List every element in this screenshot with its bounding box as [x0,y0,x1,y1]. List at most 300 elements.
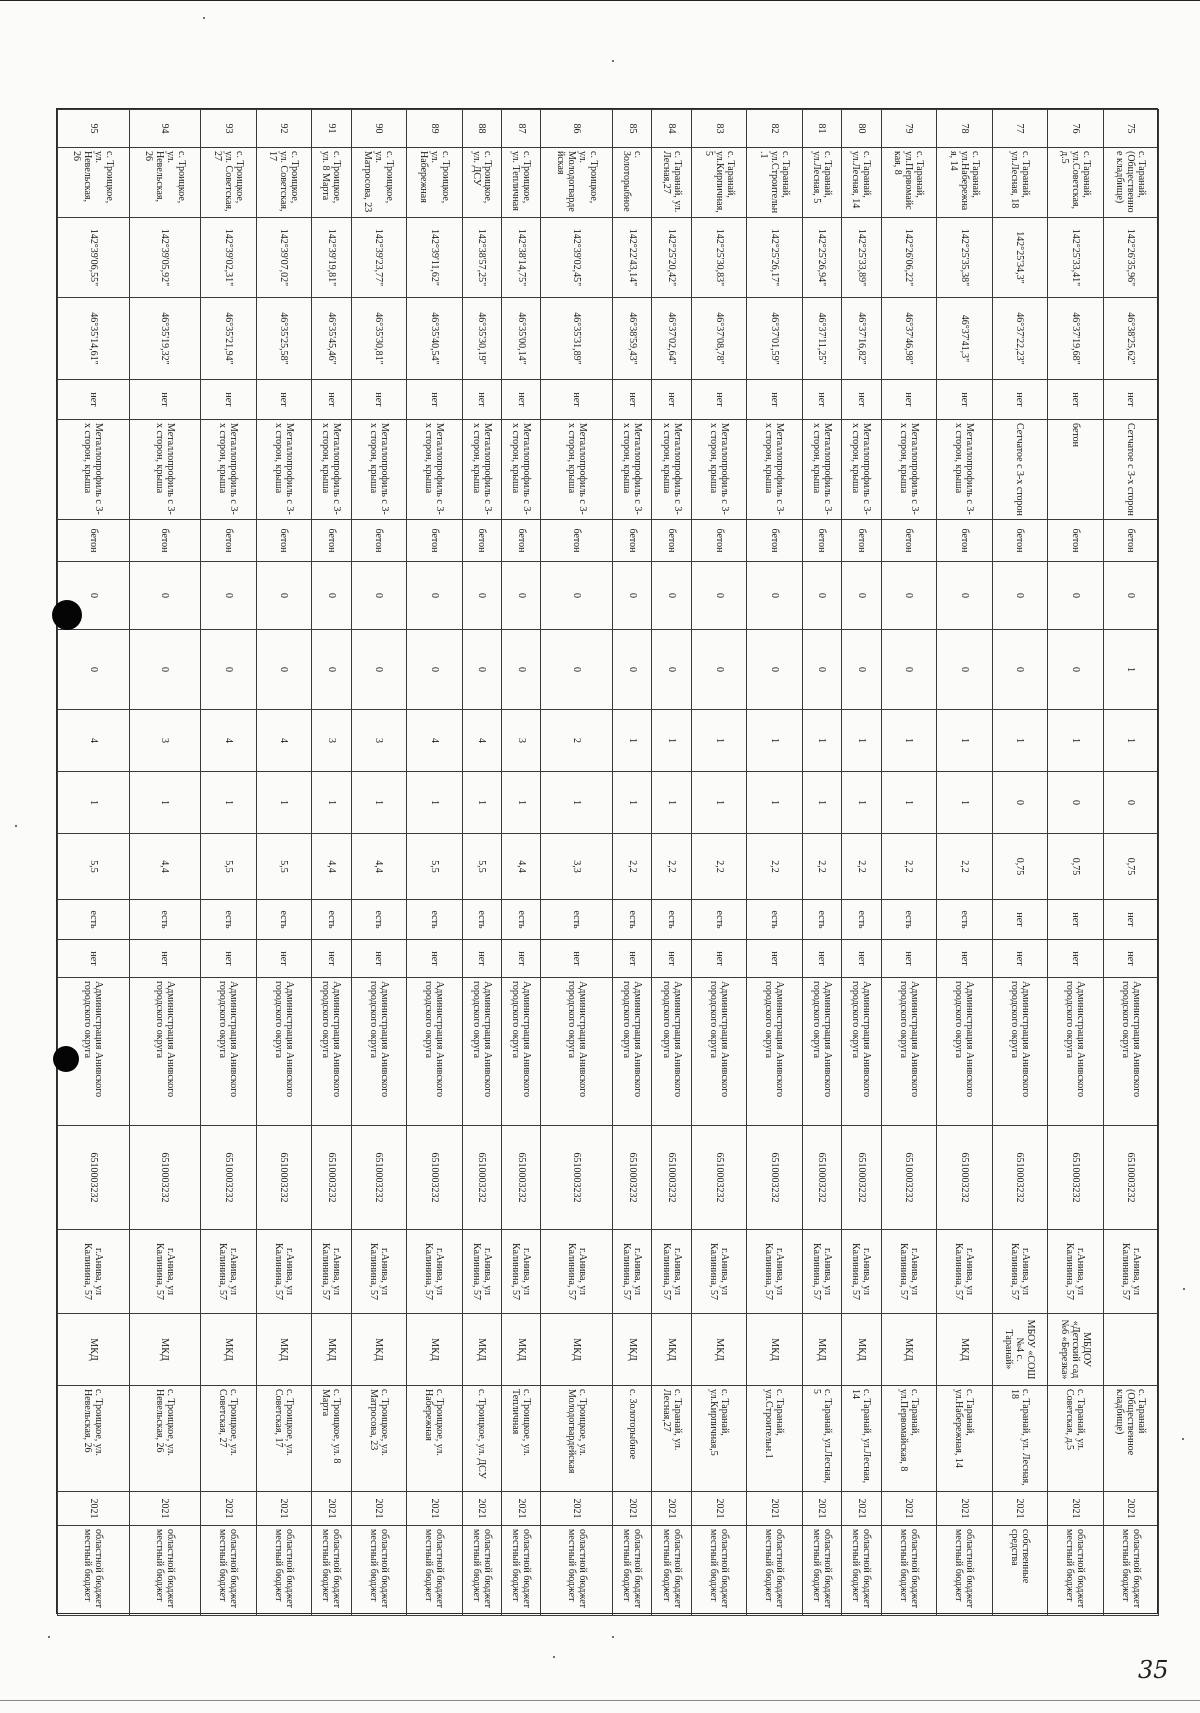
cell-roof-flag: нет [501,380,540,420]
cell-enclosure-type: Металлопрофиль с 3-х сторон, крыша [881,420,936,520]
cell-container-count-d: 0 [1103,772,1158,834]
cell-other-flag: нет [652,940,691,978]
cell-source-address: с. Таранай, ул.Кирпичная,5 [691,1386,746,1492]
cell-container-count-a: 0 [937,562,992,630]
cell-container-count-d: 1 [129,772,201,834]
cell-base-type: бетон [58,520,130,562]
cell-container-count-a: 0 [407,562,462,630]
cell-container-count-c: 1 [612,710,651,772]
cell-container-count-a: 0 [747,562,802,630]
cell-year: 2021 [256,1492,311,1526]
cell-longitude: 142°39'05,92" [129,218,201,298]
cell-roof-flag: нет [201,380,256,420]
cell-owner-id: 6510003232 [1103,1126,1158,1230]
cell-owner-id: 6510003232 [256,1126,311,1230]
table-row [992,110,1047,1616]
cell-financing: областной бюджет местный бюджет [937,1526,992,1616]
cell-year: 2021 [312,1492,351,1526]
cell-owner-name: Администрация Анивского городского округа [201,978,256,1126]
cell-container-count-a: 0 [462,562,501,630]
cell-owner-address: г.Анива, ул Калинина, 57 [351,1230,406,1314]
table-row [842,110,881,1616]
cell-owner-address: г.Анива, ул Калинина, 57 [407,1230,462,1314]
cell-financing: областной бюджет местный бюджет [312,1526,351,1616]
scan-edge-line [0,1700,1200,1701]
cell-container-count-a: 0 [612,562,651,630]
cell-enclosure-type: Металлопрофиль с 3-х сторон, крыша [612,420,651,520]
cell-roof-flag: нет [612,380,651,420]
cell-year: 2021 [937,1492,992,1526]
cell-other-flag: нет [802,940,841,978]
cell-container-count-b: 0 [691,630,746,710]
cell-latitude: 46°38'25,62" [1103,298,1158,380]
cell-year: 2021 [691,1492,746,1526]
cell-owner-name: Администрация Анивского городского округа [802,978,841,1126]
cell-location: с. Таранай, ул.Лесная, 5 [802,148,841,218]
table-row [256,110,311,1616]
cell-enclosure-type: Металлопрофиль с 3-х сторон, крыша [256,420,311,520]
cell-volume: 2,2 [747,834,802,900]
cell-longitude: 142°38'57,25" [462,218,501,298]
cell-year: 2021 [129,1492,201,1526]
cell-location: с. Троицкое, ул. Молодогвардейская [541,148,613,218]
cell-waste-source: МКД [58,1314,130,1386]
cell-owner-address: г.Анива, ул Калинина, 57 [256,1230,311,1314]
cell-container-count-b: 0 [802,630,841,710]
cell-separate-collection: есть [842,900,881,940]
cell-separate-collection: есть [612,900,651,940]
cell-container-count-d: 1 [691,772,746,834]
cell-latitude: 46°35'19,32" [129,298,201,380]
cell-volume: 4,4 [351,834,406,900]
cell-volume: 0,75 [1048,834,1103,900]
cell-other-flag: нет [58,940,130,978]
cell-volume: 5,5 [201,834,256,900]
cell-row-number: 83 [691,110,746,148]
cell-separate-collection: есть [501,900,540,940]
cell-enclosure-type: Металлопрофиль с 3-х сторон, крыша [937,420,992,520]
cell-location: с. Таранай, ул.Кирпичная,5 [691,148,746,218]
cell-source-address: с. Троицкое, ул. Советская, 27 [201,1386,256,1492]
cell-volume: 5,5 [407,834,462,900]
cell-year: 2021 [881,1492,936,1526]
cell-enclosure-type: Металлопрофиль с 3-х сторон, крыша [201,420,256,520]
cell-separate-collection: есть [351,900,406,940]
cell-container-count-a: 0 [201,562,256,630]
cell-container-count-a: 0 [256,562,311,630]
cell-financing: областной бюджет местный бюджет [201,1526,256,1616]
cell-container-count-d: 1 [802,772,841,834]
cell-container-count-d: 1 [351,772,406,834]
cell-base-type: бетон [541,520,613,562]
cell-volume: 3,3 [541,834,613,900]
cell-owner-id: 6510003232 [992,1126,1047,1230]
cell-latitude: 46°35'31,89" [541,298,613,380]
cell-location: с. Троицкое, ул. ДСУ [462,148,501,218]
cell-container-count-d: 1 [881,772,936,834]
cell-separate-collection: есть [652,900,691,940]
table-row [312,110,351,1616]
cell-container-count-c: 1 [691,710,746,772]
table-row [937,110,992,1616]
cell-volume: 2,2 [881,834,936,900]
cell-waste-source: МКД [129,1314,201,1386]
cell-location: с. Троицкое, ул. Советская, 27 [201,148,256,218]
cell-financing: областной бюджет местный бюджет [612,1526,651,1616]
cell-roof-flag: нет [541,380,613,420]
cell-waste-source: МБОУ «СОШ №4 с. Таранай» [992,1314,1047,1386]
cell-year: 2021 [351,1492,406,1526]
cell-owner-id: 6510003232 [747,1126,802,1230]
cell-owner-address: г.Анива, ул Калинина, 57 [462,1230,501,1314]
cell-location: с. Таранай, ул.Лесная, 14 [842,148,881,218]
cell-longitude: 142°25'30,83" [691,218,746,298]
cell-owner-id: 6510003232 [58,1126,130,1230]
cell-volume: 5,5 [462,834,501,900]
cell-owner-id: 6510003232 [612,1126,651,1230]
cell-owner-id: 6510003232 [129,1126,201,1230]
cell-base-type: бетон [312,520,351,562]
cell-roof-flag: нет [1103,380,1158,420]
cell-roof-flag: нет [937,380,992,420]
cell-waste-source: МКД [652,1314,691,1386]
cell-financing: областной бюджет местный бюджет [747,1526,802,1616]
cell-owner-name: Администрация Анивского городского округа [842,978,881,1126]
cell-financing: областной бюджет местный бюджет [802,1526,841,1616]
scan-speck [553,1656,555,1658]
cell-enclosure-type: Металлопрофиль с 3-х сторон, крыша [407,420,462,520]
cell-waste-source: МКД [462,1314,501,1386]
cell-separate-collection: нет [992,900,1047,940]
cell-enclosure-type: Металлопрофиль с 3-х сторон, крыша [652,420,691,520]
cell-container-count-d: 1 [541,772,613,834]
cell-waste-source: МБДОУ «Детский сад №6 «Березка» [1048,1314,1103,1386]
cell-volume: 0,75 [1103,834,1158,900]
cell-row-number: 91 [312,110,351,148]
cell-waste-source [1103,1314,1158,1386]
cell-source-address: с. Троицкое, ул. Тепличная [501,1386,540,1492]
cell-base-type: бетон [612,520,651,562]
cell-owner-address: г.Анива, ул Калинина, 57 [501,1230,540,1314]
cell-owner-address: г.Анива, ул Калинина, 57 [802,1230,841,1314]
cell-container-count-c: 1 [652,710,691,772]
cell-financing: областной бюджет местный бюджет [1048,1526,1103,1616]
cell-year: 2021 [501,1492,540,1526]
cell-container-count-a: 0 [501,562,540,630]
cell-owner-address: г.Анива, ул Калинина, 57 [312,1230,351,1314]
cell-roof-flag: нет [842,380,881,420]
cell-location: с. Троицкое, ул. Невельская, 26 [129,148,201,218]
cell-owner-id: 6510003232 [201,1126,256,1230]
cell-source-address: с. Таранай (Общественное кладбище) [1103,1386,1158,1492]
cell-latitude: 46°37'08,78" [691,298,746,380]
cell-enclosure-type: Металлопрофиль с 3-х сторон, крыша [802,420,841,520]
cell-financing: областной бюджет местный бюджет [501,1526,540,1616]
cell-financing: областной бюджет местный бюджет [652,1526,691,1616]
cell-enclosure-type: Металлопрофиль с 3-х сторон, крыша [747,420,802,520]
cell-container-count-b: 0 [462,630,501,710]
cell-separate-collection: нет [1103,900,1158,940]
page-number: 35 [1138,1656,1169,1684]
cell-roof-flag: нет [652,380,691,420]
cell-row-number: 82 [747,110,802,148]
cell-base-type: бетон [802,520,841,562]
cell-other-flag: нет [842,940,881,978]
cell-container-count-b: 0 [201,630,256,710]
cell-roof-flag: нет [407,380,462,420]
cell-container-count-d: 1 [937,772,992,834]
cell-year: 2021 [612,1492,651,1526]
cell-enclosure-type: Сетчатое с 3-х сторон [1103,420,1158,520]
registry-table-frame [56,108,1158,1614]
cell-container-count-c: 4 [201,710,256,772]
cell-container-count-b: 0 [747,630,802,710]
cell-container-count-a: 0 [351,562,406,630]
cell-location: с. Таранай, ул.Советская, д.5 [1048,148,1103,218]
cell-other-flag: нет [612,940,651,978]
cell-owner-address: г.Анива, ул Калинина, 57 [1103,1230,1158,1314]
cell-container-count-a: 0 [992,562,1047,630]
table-row [747,110,802,1616]
cell-volume: 2,2 [842,834,881,900]
cell-base-type: бетон [1048,520,1103,562]
cell-longitude: 142°39'07,02" [256,218,311,298]
cell-financing: областной бюджет местный бюджет [129,1526,201,1616]
cell-source-address: с. Троицкое, ул. ДСУ [462,1386,501,1492]
cell-volume: 4,4 [312,834,351,900]
cell-other-flag: нет [351,940,406,978]
table-row [58,110,130,1616]
cell-container-count-d: 1 [652,772,691,834]
cell-row-number: 89 [407,110,462,148]
cell-container-count-b: 0 [652,630,691,710]
cell-enclosure-type: Металлопрофиль с 3-х сторон, крыша [462,420,501,520]
cell-owner-name: Администрация Анивского городского округа [652,978,691,1126]
cell-container-count-c: 2 [541,710,613,772]
cell-source-address: с. Троицкое, ул. Советская, 17 [256,1386,311,1492]
cell-roof-flag: нет [802,380,841,420]
table-row [1103,110,1158,1616]
cell-base-type: бетон [881,520,936,562]
cell-row-number: 76 [1048,110,1103,148]
cell-year: 2021 [541,1492,613,1526]
cell-waste-source: МКД [201,1314,256,1386]
cell-base-type: бетон [652,520,691,562]
cell-separate-collection: есть [256,900,311,940]
cell-container-count-a: 0 [652,562,691,630]
cell-container-count-a: 0 [129,562,201,630]
cell-container-count-b: 1 [1103,630,1158,710]
cell-row-number: 80 [842,110,881,148]
cell-location: с. Таранай, ул. Лесная,27 [652,148,691,218]
cell-row-number: 85 [612,110,651,148]
cell-row-number: 94 [129,110,201,148]
cell-container-count-b: 0 [351,630,406,710]
cell-owner-name: Администрация Анивского городского округа [881,978,936,1126]
cell-owner-name: Администрация Анивского городского округа [937,978,992,1126]
cell-other-flag: нет [992,940,1047,978]
scan-speck [15,825,17,827]
cell-owner-name: Администрация Анивского городского округа [691,978,746,1126]
cell-year: 2021 [1103,1492,1158,1526]
cell-financing: собственные средства [992,1526,1047,1616]
cell-location: с. Таранай, ул.Набережная, 14 [937,148,992,218]
cell-source-address: с. Таранай, ул.Лесная, 5 [802,1386,841,1492]
cell-container-count-c: 1 [881,710,936,772]
cell-financing: областной бюджет местный бюджет [842,1526,881,1616]
cell-container-count-d: 1 [462,772,501,834]
cell-waste-source: МКД [747,1314,802,1386]
cell-container-count-c: 1 [747,710,802,772]
cell-container-count-a: 0 [312,562,351,630]
scan-speck [203,17,205,19]
cell-enclosure-type: Металлопрофиль с 3-х сторон, крыша [58,420,130,520]
cell-container-count-a: 0 [58,562,130,630]
cell-source-address: с. Таранай, ул. Лесная, 18 [992,1386,1047,1492]
cell-roof-flag: нет [1048,380,1103,420]
cell-enclosure-type: бетон [1048,420,1103,520]
cell-source-address: с. Таранай, ул. Лесная,27 [652,1386,691,1492]
cell-roof-flag: нет [129,380,201,420]
cell-container-count-d: 1 [256,772,311,834]
cell-source-address: с. Троицкое, ул. Молодогвардейская [541,1386,613,1492]
cell-owner-id: 6510003232 [312,1126,351,1230]
cell-separate-collection: есть [201,900,256,940]
cell-container-count-d: 1 [201,772,256,834]
cell-owner-id: 6510003232 [462,1126,501,1230]
cell-owner-name: Администрация Анивского городского округа [129,978,201,1126]
cell-source-address: с. Троицкое, ул. Матросова, 23 [351,1386,406,1492]
cell-container-count-b: 0 [129,630,201,710]
cell-container-count-c: 3 [129,710,201,772]
cell-waste-source: МКД [351,1314,406,1386]
cell-container-count-a: 0 [1048,562,1103,630]
cell-waste-source: МКД [501,1314,540,1386]
cell-container-count-d: 1 [407,772,462,834]
cell-other-flag: нет [312,940,351,978]
cell-row-number: 79 [881,110,936,148]
cell-owner-id: 6510003232 [407,1126,462,1230]
cell-owner-name: Администрация Анивского городского округа [462,978,501,1126]
cell-roof-flag: нет [58,380,130,420]
cell-container-count-b: 0 [58,630,130,710]
cell-owner-name: Администрация Анивского городского округа [992,978,1047,1126]
cell-financing: областной бюджет местный бюджет [691,1526,746,1616]
ink-blot [52,600,82,630]
cell-location: с. Троицкое, ул. Матросова, 23 [351,148,406,218]
table-row [691,110,746,1616]
table-row [541,110,613,1616]
cell-latitude: 46°38'59,43" [612,298,651,380]
cell-owner-id: 6510003232 [541,1126,613,1230]
cell-latitude: 46°37'22,23" [992,298,1047,380]
cell-container-count-c: 1 [842,710,881,772]
cell-waste-source: МКД [312,1314,351,1386]
cell-container-count-b: 0 [1048,630,1103,710]
cell-enclosure-type: Сетчатое с 3-х сторон [992,420,1047,520]
cell-financing: областной бюджет местный бюджет [881,1526,936,1616]
cell-longitude: 142°25'20,42" [652,218,691,298]
cell-container-count-b: 0 [501,630,540,710]
cell-source-address: с. Золоторыбное [612,1386,651,1492]
cell-latitude: 46°37'02,64" [652,298,691,380]
cell-owner-name: Администрация Анивского городского округа [256,978,311,1126]
cell-base-type: бетон [407,520,462,562]
cell-location: с. Золоторыбное [612,148,651,218]
cell-row-number: 75 [1103,110,1158,148]
cell-waste-source: МКД [881,1314,936,1386]
cell-owner-address: г.Анива, ул Калинина, 57 [881,1230,936,1314]
cell-other-flag: нет [1048,940,1103,978]
cell-source-address: с. Таранай, ул.Строительн.1 [747,1386,802,1492]
cell-latitude: 46°35'14,61" [58,298,130,380]
table-row [462,110,501,1616]
cell-owner-address: г.Анива, ул Калинина, 57 [842,1230,881,1314]
cell-latitude: 46°35'00,14" [501,298,540,380]
cell-separate-collection: есть [691,900,746,940]
cell-container-count-d: 1 [842,772,881,834]
cell-other-flag: нет [1103,940,1158,978]
cell-location: с. Таранай, ул.Первомайская, 8 [881,148,936,218]
cell-longitude: 142°25'26,17" [747,218,802,298]
cell-volume: 5,5 [256,834,311,900]
cell-longitude: 142°26'06,22" [881,218,936,298]
cell-owner-address: г.Анива, ул Калинина, 57 [201,1230,256,1314]
cell-source-address: с. Таранай, ул.Набережная, 14 [937,1386,992,1492]
cell-container-count-a: 0 [881,562,936,630]
cell-location: с. Троицкое, ул. Тепличная [501,148,540,218]
cell-volume: 2,2 [691,834,746,900]
cell-location: с. Таранай, ул.Строительн.1 [747,148,802,218]
cell-separate-collection: есть [541,900,613,940]
cell-owner-name: Администрация Анивского городского округа [407,978,462,1126]
cell-enclosure-type: Металлопрофиль с 3-х сторон, крыша [129,420,201,520]
ink-blot [53,1046,79,1072]
registry-table [57,109,1159,1616]
cell-location: с. Троицкое, ул. Набережная [407,148,462,218]
cell-longitude: 142°25'26,94" [802,218,841,298]
cell-separate-collection: есть [462,900,501,940]
cell-container-count-a: 0 [842,562,881,630]
cell-container-count-c: 4 [407,710,462,772]
cell-container-count-a: 0 [1103,562,1158,630]
cell-container-count-c: 1 [1048,710,1103,772]
cell-source-address: с. Таранай, ул. Советская, д.5 [1048,1386,1103,1492]
cell-longitude: 142°39'06,55" [58,218,130,298]
cell-enclosure-type: Металлопрофиль с 3-х сторон, крыша [312,420,351,520]
cell-owner-id: 6510003232 [501,1126,540,1230]
cell-year: 2021 [462,1492,501,1526]
cell-longitude: 142°39'19,81" [312,218,351,298]
cell-row-number: 90 [351,110,406,148]
cell-financing: областной бюджет местный бюджет [407,1526,462,1616]
cell-latitude: 46°37'11,25" [802,298,841,380]
cell-container-count-c: 4 [256,710,311,772]
cell-roof-flag: нет [691,380,746,420]
cell-other-flag: нет [462,940,501,978]
cell-longitude: 142°39'11,62" [407,218,462,298]
cell-container-count-b: 0 [312,630,351,710]
cell-base-type: бетон [256,520,311,562]
cell-row-number: 86 [541,110,613,148]
cell-base-type: бетон [992,520,1047,562]
cell-base-type: бетон [842,520,881,562]
cell-container-count-b: 0 [407,630,462,710]
table-row [201,110,256,1616]
cell-enclosure-type: Металлопрофиль с 3-х сторон, крыша [501,420,540,520]
cell-container-count-d: 1 [58,772,130,834]
cell-volume: 2,2 [612,834,651,900]
